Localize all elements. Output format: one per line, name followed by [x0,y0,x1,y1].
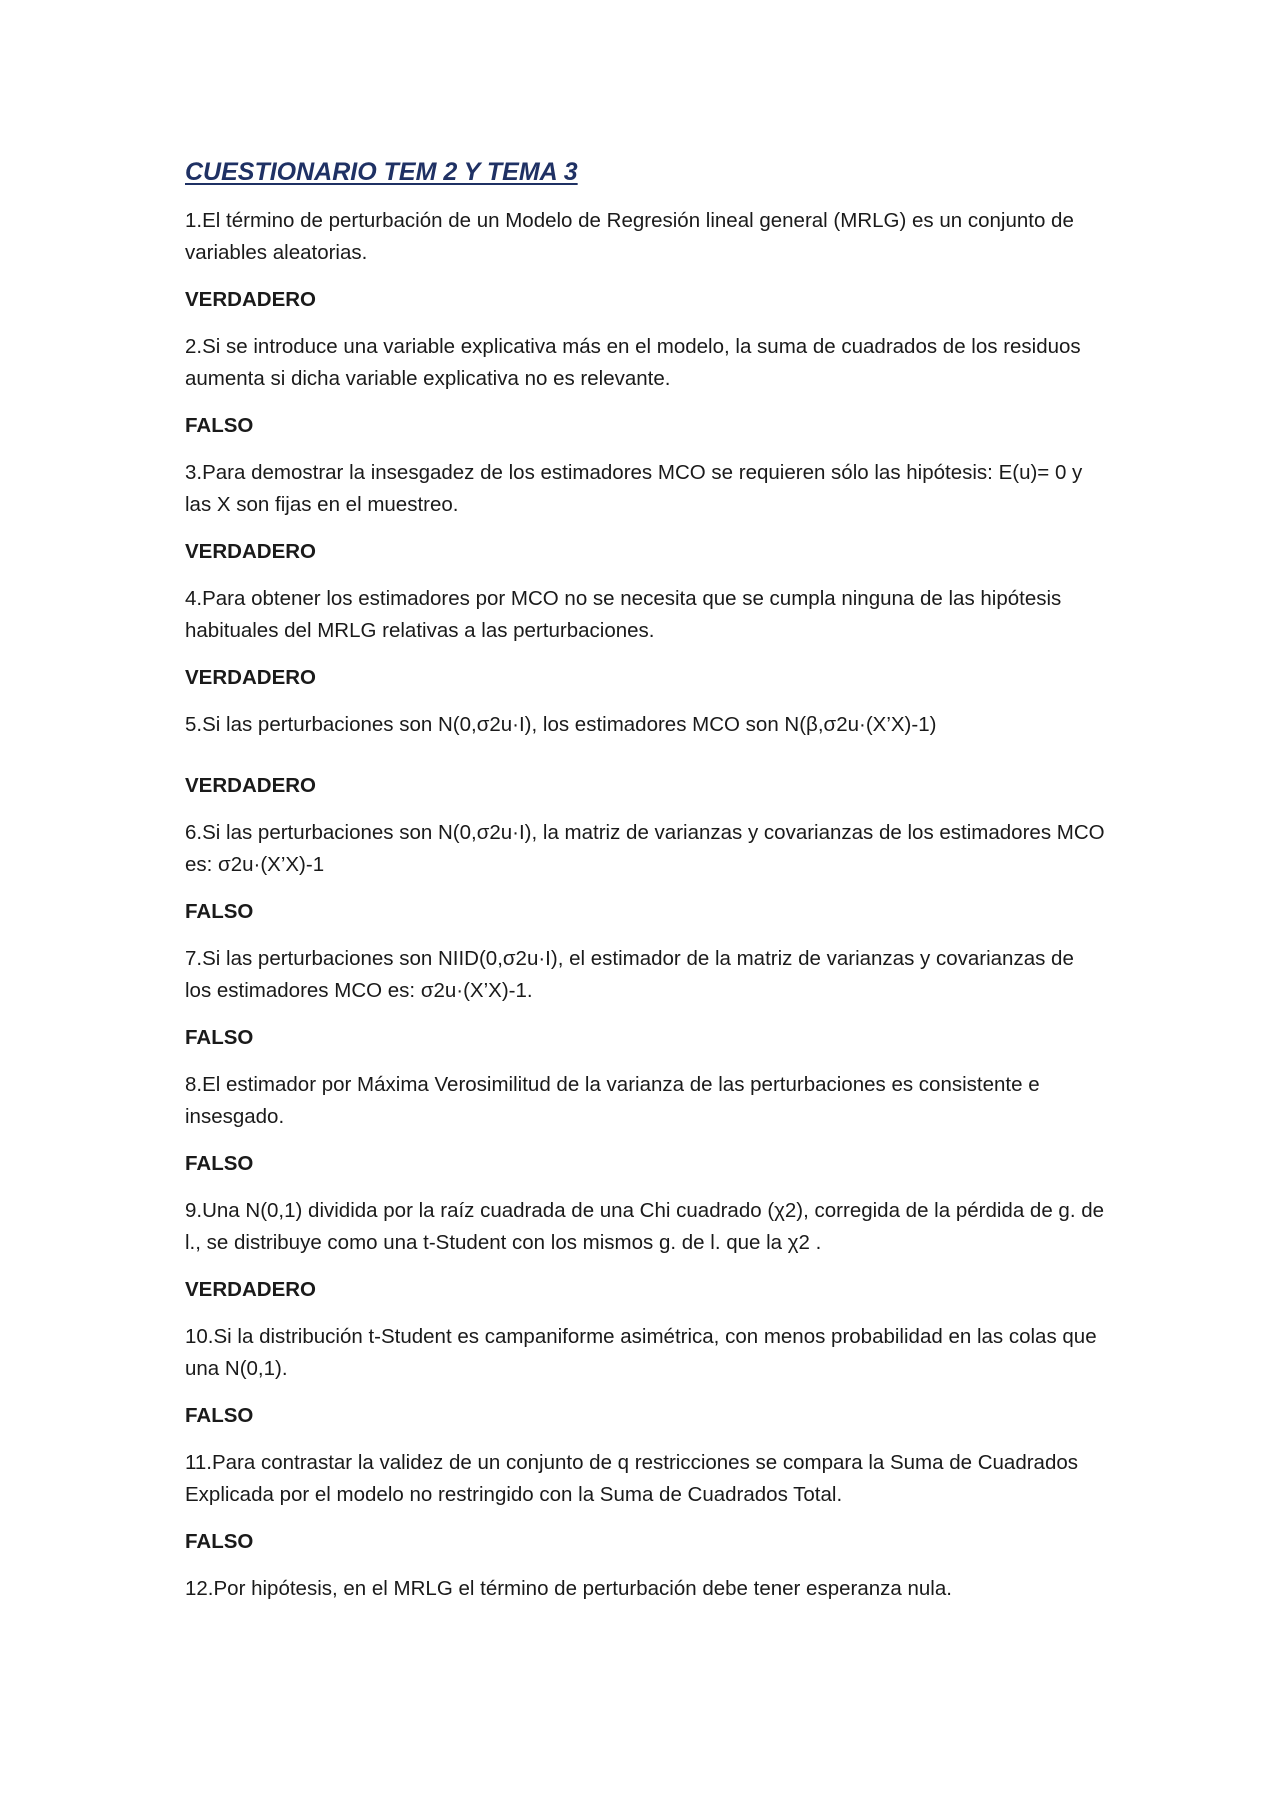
question-11: 11.Para contrastar la validez de un conjunto de q restricciones se compara la Suma de Cuadrados Explicada por el modelo no restringido con la Suma de Cuadrados Total. [185,1451,1079,1506]
question-4: 4.Para obtener los estimadores por MCO no se necesita que se cumpla ninguna de las hipótesis habituales del MRLG relativas a las perturbaciones. [185,587,1062,642]
answer-7: FALSO [185,1026,254,1049]
question-3: 3.Para demostrar la insesgadez de los estimadores MCO se requieren sólo las hipótesis: E(u)= 0 y las X son fijas en el muestreo. [185,461,1083,516]
answer-5: VERDADERO [185,774,316,797]
question-12: 12.Por hipótesis, en el MRLG el término de perturbación debe tener esperanza nula. [185,1577,952,1600]
question-2: 2.Si se introduce una variable explicativa más en el modelo, la suma de cuadrados de los residuos aumenta si dicha variable explicativa no es relevante. [185,335,1081,390]
answer-1: VERDADERO [185,288,316,311]
answer-8: FALSO [185,1152,254,1175]
answer-10: FALSO [185,1404,254,1427]
question-7: 7.Si las perturbaciones son NIID(0,σ2u·I), el estimador de la matriz de varianzas y covarianzas de los estimadores MCO es: σ2u·(X’X)-1. [185,947,1074,1002]
document-title: CUESTIONARIO TEM 2 Y TEMA 3 [185,158,578,186]
answer-4: VERDADERO [185,666,316,689]
document-page [185,155,1105,1620]
question-8: 8.El estimador por Máxima Verosimilitud de la varianza de las perturbaciones es consistente e insesgado. [185,1073,1040,1128]
question-1: 1.El término de perturbación de un Modelo de Regresión lineal general (MRLG) es un conjunto de variables aleatorias. [185,209,1074,264]
question-6: 6.Si las perturbaciones son N(0,σ2u·I), la matriz de varianzas y covarianzas de los estimadores MCO es: σ2u·(X’X)-1 [185,821,1105,876]
answer-2: FALSO [185,414,254,437]
answer-9: VERDADERO [185,1278,316,1301]
question-9: 9.Una N(0,1) dividida por la raíz cuadrada de una Chi cuadrado (χ2), corregida de la pérdida de g. de l., se distribuye como una t-Student con los mismos g. de l. que la χ2 . [185,1199,1105,1254]
question-5: 5.Si las perturbaciones son N(0,σ2u·I), los estimadores MCO son N(β,σ2u·(X’X)-1) [185,713,937,736]
answer-11: FALSO [185,1530,254,1553]
answer-6: FALSO [185,900,254,923]
answer-3: VERDADERO [185,540,316,563]
question-10: 10.Si la distribución t-Student es campaniforme asimétrica, con menos probabilidad en las colas que una N(0,1). [185,1325,1097,1380]
